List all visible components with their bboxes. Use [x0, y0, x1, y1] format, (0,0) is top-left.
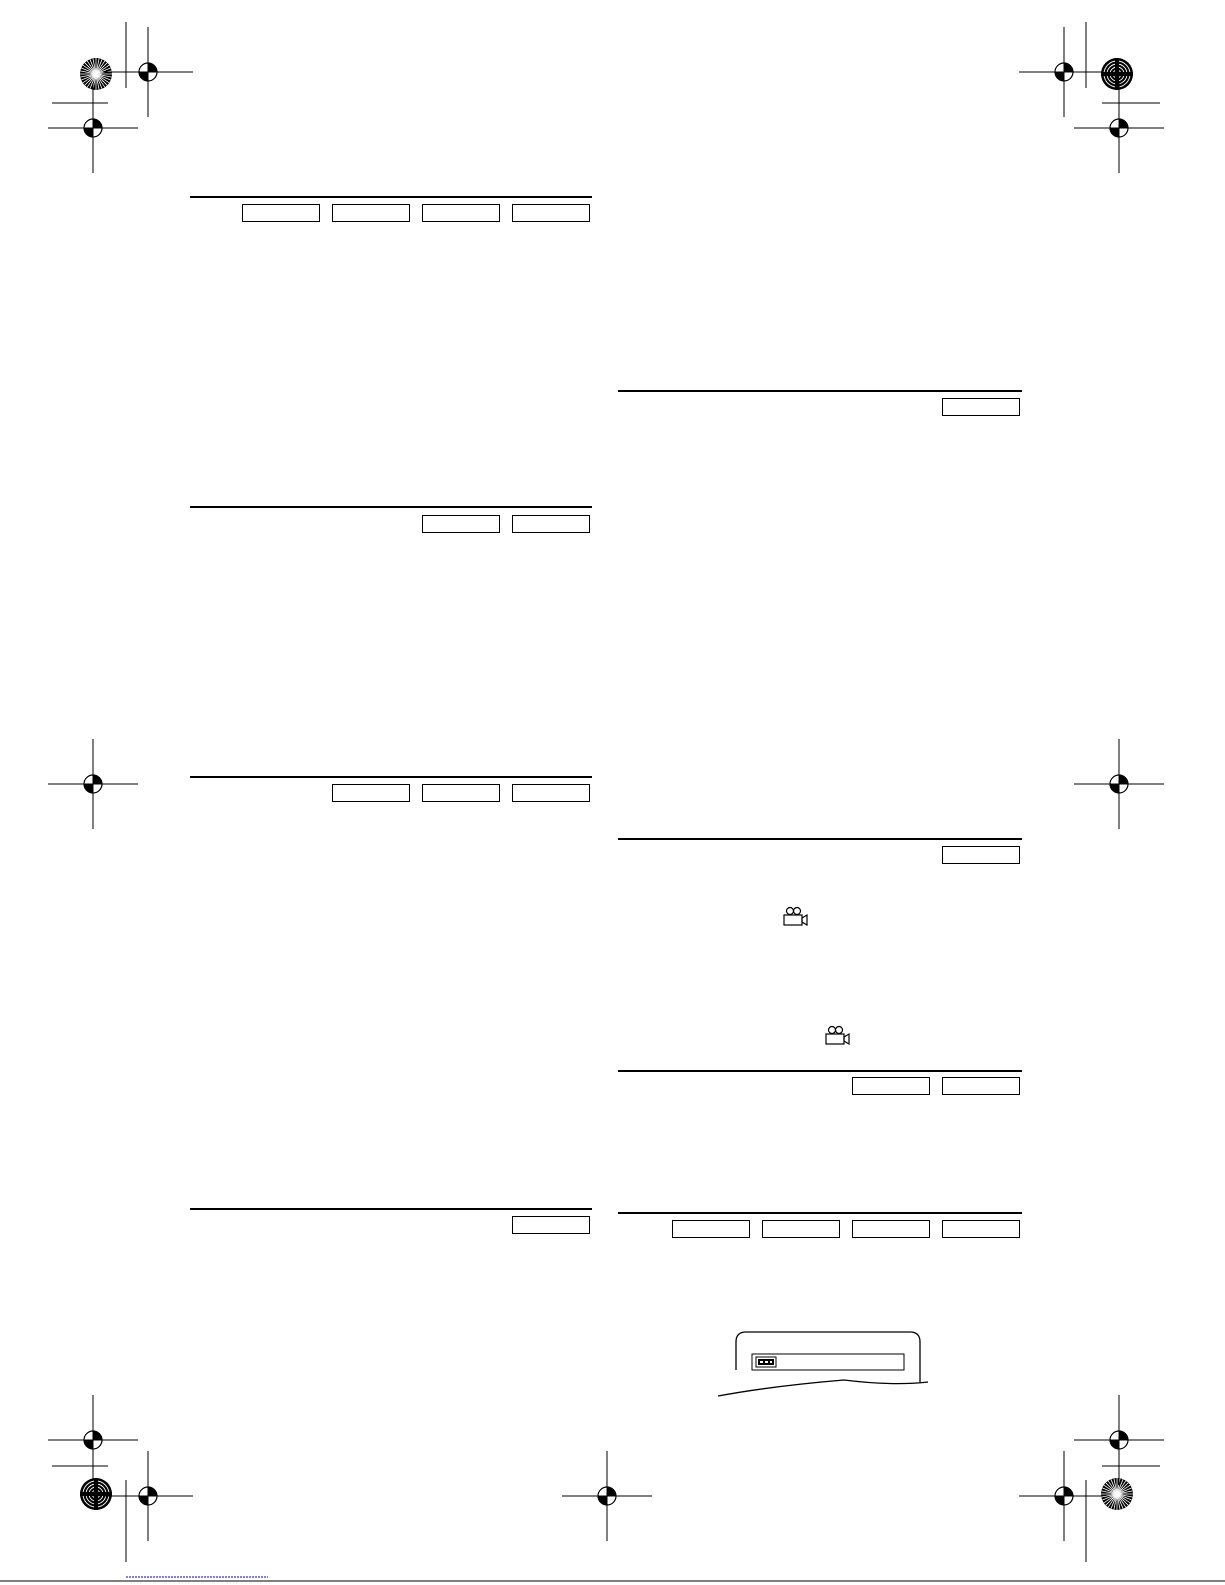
format-tag [422, 784, 500, 802]
angle-icon [824, 1025, 850, 1045]
format-tag [332, 204, 410, 222]
format-tag [942, 1077, 1020, 1095]
format-tag [942, 1220, 1020, 1238]
format-tag [242, 204, 320, 222]
section-rule [190, 506, 592, 508]
section-rule [190, 776, 592, 778]
section-rule [618, 390, 1022, 392]
format-tag [672, 1220, 750, 1238]
format-tag [512, 1216, 590, 1234]
osd-screen-illustration [712, 1330, 942, 1400]
format-tag [422, 515, 500, 533]
format-tag [852, 1077, 930, 1095]
format-tag [512, 784, 590, 802]
format-tag [762, 1220, 840, 1238]
section-rule [618, 838, 1022, 840]
angle-icon [782, 906, 808, 926]
format-tag [942, 398, 1020, 416]
format-tag [422, 204, 500, 222]
format-tag [852, 1220, 930, 1238]
format-tag [512, 515, 590, 533]
format-tag [942, 846, 1020, 864]
format-tag [512, 204, 590, 222]
section-rule [618, 1212, 1022, 1214]
subtitle-icon [756, 1357, 776, 1367]
format-tag [332, 784, 410, 802]
section-rule [618, 1070, 1022, 1072]
section-rule [190, 1208, 592, 1210]
section-rule [190, 196, 592, 198]
